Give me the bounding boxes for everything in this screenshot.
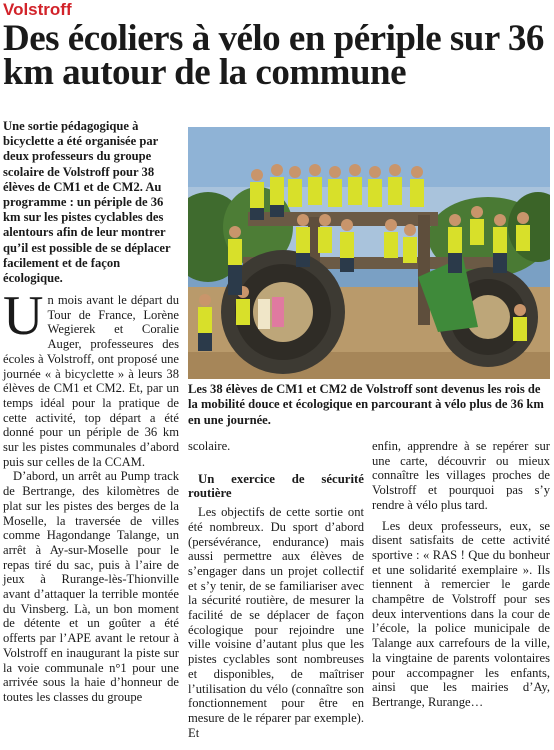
photo-illustration [188,127,550,379]
article-photo [188,127,550,379]
column-2 [188,439,364,740]
photo-caption: Les 38 élèves de CM1 et CM2 de Volstroff sont devenus les rois de la mobilité douce et écologique en parcourant à vélo plus de 36 km en une journée. [188,382,544,427]
headline: Des écoliers à vélo en périple sur 36 km autour de la commune [3,18,544,93]
body-paragraph: D’abord, un arrêt au Pump track de Bertrange, des kilomètres de plat sur les pistes des berges de la Moselle, la traversée de villes comme Hagondange Talange, un arrêt à Ay-sur-Moselle pour le repas tiré du sac, puis à l’aire de jeux à Rurange-lès-Thionville avant d’attaquer la terrible montée du Vinsberg. Là, un bon moment de détente et un goûter a été offerts par l’APE avant le retour à Volstroff en inaugurant la piste sur la voie communale n°1 pour une arrivée sous la haie d’honneur de toutes les classes du groupe [3,469,179,704]
lead-paragraph: Une sortie pédagogique à bicyclette a été organisée par deux professeurs du groupe scolaire de Volstroff pour 38 élèves de CM1 et de CM2. Au programme : un périple de 36 km sur les pistes cyclables des alentours afin de leur montrer qu’il est possible de se déplacer facilement et de façon écologique. [3,119,171,286]
column-1 [3,285,179,705]
body-paragraph: Les deux professeurs, eux, se disent satisfaits de cette activité sportive : « RAS ! Que du bonheur et une solidarité exemplaire ». Ils tiennent à remercier le garde champêtre de Volstroff pour ses deux interventions dans la cour de l’école, la police municipale de Talange aux carrefours de la ville, la vingtaine de parents volontaires pour accompagner les enfants, ainsi que les mairies d’Ay, Bertrange, Rurange… [372,518,550,709]
body-paragraph [3,285,179,469]
body-text: n mois avant le départ du Tour de France, Lorène Wegierek et Coralie Auger, professeures des écoles à Volstroff, ont proposé une journée « à bicyclette » à leurs 38 élèves de CM1 et CM2. Et, par un temps idéal pour la pratique de cette activité, top départ a été donné pour un périple de 36 km sur les pistes communales d’abord puis sur celles de la CCAM. [3,293,179,469]
section-label: Volstroff [3,0,72,19]
intertitle: Un exercice de sécurité routière [188,471,364,501]
dropcap: U [3,285,44,347]
column-3 [372,439,550,710]
body-paragraph-end: scolaire. [188,439,231,453]
body-paragraph: Les objectifs de cette sortie ont été nombreux. Du sport d’abord (persévérance, endurance) mais aussi permettre aux élèves de s’engager dans un projet collectif et s’y tenir, de se familiariser avec la sécurité routière, de mesurer la facilité de se déplacer de façon écologique pour rejoindre une ville voisine d’autant plus que les pistes cyclables sont nombreuses et disponibles, de maîtriser l’utilisation du vélo (connaître son fonctionnement pour être en mesure de le réparer par exemple). Et [188,505,364,740]
body-paragraph-end: enfin, apprendre à se repérer sur une carte, découvrir ou mieux connaître les villages proches de Volstroff et pourquoi pas s’y rendre à vélo plus tard. [372,439,550,512]
